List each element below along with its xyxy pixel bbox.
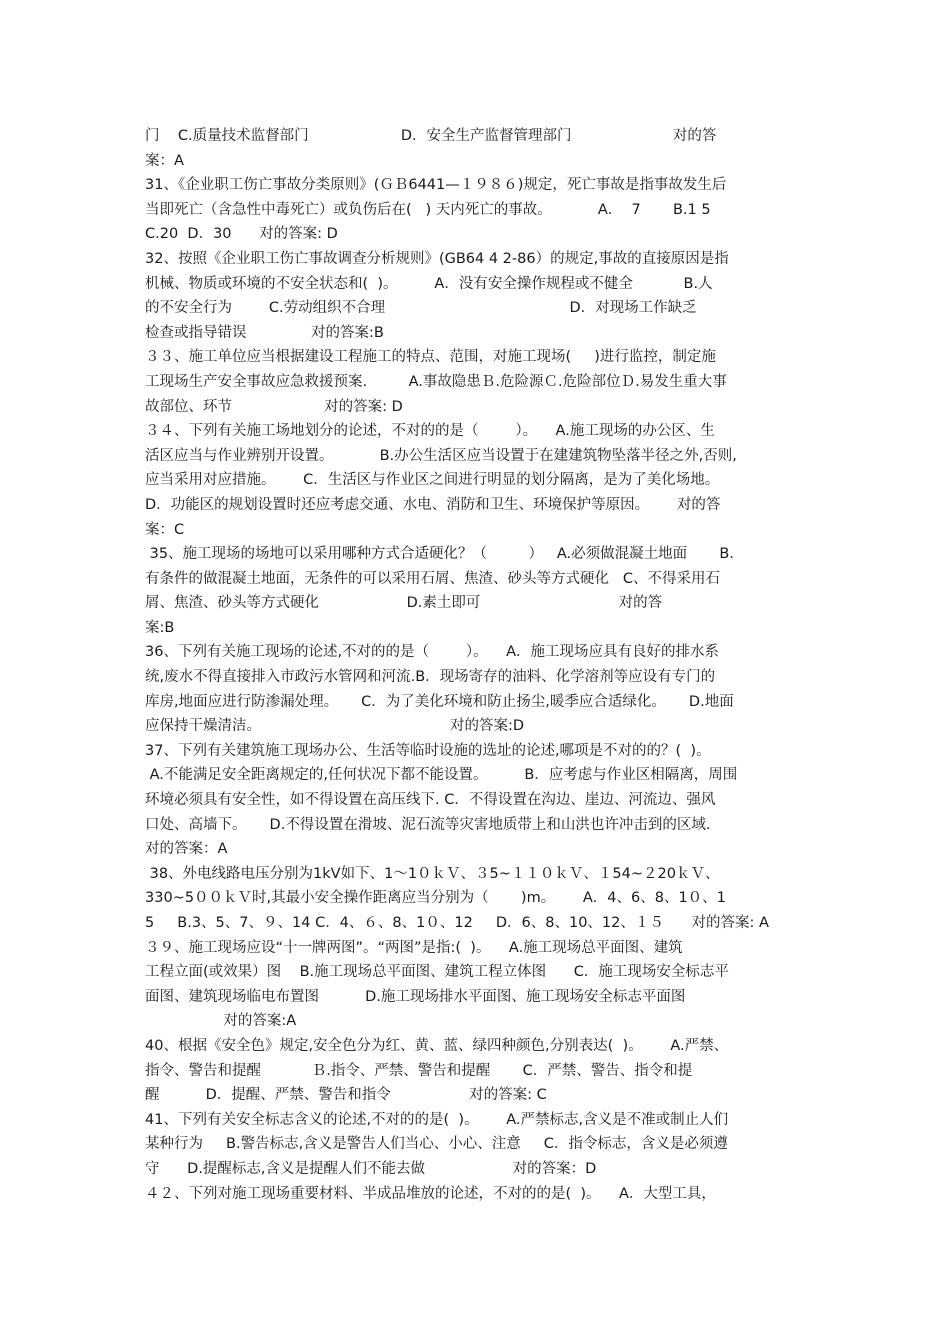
text-line: 指令、警告和提醒 Ｂ.指令、严禁、警告和提醒 C．严禁、警告、指令和提: [145, 1062, 693, 1079]
text-line: 330~5００ｋＶ时,其最小安全操作距离应当分别为（ )m。 A．4、6、8、1０、1: [145, 890, 726, 907]
text-line: 35、施工现场的场地可以采用哪种方式合适硬化？（ ） A.必须做混凝土地面 B．: [145, 546, 744, 563]
text-line: 守 D.提醒标志,含义是提醒人们不能去做 对的答案：D: [145, 1160, 597, 1177]
text-line: D．功能区的规划设置时还应考虑交通、水电、消防和卫生、环境保护等原因。 对的答: [145, 496, 721, 513]
text-line: ３４、下列有关施工场地划分的论述，不对的的是（ ）。 A.施工现场的办公区、生: [145, 423, 715, 440]
text-line: 某种行为 B.警告标志,含义是警告人们当心、小心、注意 C．指令标志，含义是必须遵: [145, 1136, 728, 1153]
text-line: ３９、施工现场应设“十一牌两图”。“两图”是指:( )。 A.施工现场总平面图、建筑: [145, 939, 683, 956]
text-line: 工现场生产安全事故应急救援预案. A.事故隐患Ｂ.危险源Ｃ.危险部位Ｄ.易发生重大事: [145, 373, 727, 390]
text-line: 40、根据《安全色》规定,安全色分为红、黄、蓝、绿四种颜色,分别表达( )。 A.严禁、: [145, 1037, 729, 1054]
text-line: ４２、下列对施工现场重要材料、半成品堆放的论述，不对的的是( )。 A．大型工具，: [145, 1185, 716, 1202]
text-line: 醒 D．提醒、严禁、警告和指令 对的答案: C: [145, 1087, 547, 1104]
text-line: 屑、焦渣、砂头等方式硬化 D.素土即可 对的答: [145, 595, 663, 612]
text-line: 对的答案:A: [145, 1013, 297, 1030]
text-line: 32、按照《企业职工伤亡事故调查分析规则》(GB64 4 2-86）的规定,事故的直接原因是指: [145, 250, 729, 267]
text-line: 机械、物质或环境的不安全状态和( )。 A．没有安全操作规程或不健全 B.人: [145, 275, 713, 292]
text-line: 检查或指导错误 对的答案:B: [145, 324, 384, 341]
text-line: 案:B: [145, 619, 175, 636]
text-line: 对的答案：A: [145, 841, 228, 858]
text-line: 38、外电线路电压分别为1kV如下、1～1０ｋＶ、３5~１１０ｋＶ、１54~２20ｋＶ、: [145, 865, 720, 882]
text-line: 案：A: [145, 152, 184, 169]
text-line: 工程立面(或效果）图 B.施工现场总平面图、建筑工程立体图 C．施工现场安全标志平: [145, 964, 729, 981]
text-line: 的不安全行为 C.劳动组织不合理 D．对现场工作缺乏: [145, 300, 697, 317]
text-line: 有条件的做混凝土地面，无条件的可以采用石屑、焦渣、砂头等方式硬化 C、不得采用石: [145, 570, 720, 587]
text-line: 案：C: [145, 521, 185, 538]
text-line: 口处、高墙下。 D.不得设置在滑坡、泥石流等灾害地质带上和山洪也许冲击到的区域.: [145, 816, 711, 833]
text-line: 故部位、环节 对的答案: D: [145, 398, 403, 415]
text-line: 41、下列有关安全标志含义的论述,不对的的是( )。 A.严禁标志,含义是不准或制止人们: [145, 1111, 729, 1128]
text-line: 应当采用对应措施。 C．生活区与作业区之间进行明显的划分隔离，是为了美化场地。: [145, 472, 720, 489]
text-line: 面图、建筑现场临电布置图 D.施工现场排水平面图、施工现场安全标志平面图: [145, 988, 686, 1005]
text-line: C.20 D．30 对的答案: D: [145, 226, 338, 243]
text-line: 统,废水不得直接排入市政污水管网和河流.B．现场寄存的油料、化学溶剂等应设有专门的: [145, 669, 716, 686]
text-line: 当即死亡（含急性中毒死亡）或负伤后在( ) 天内死亡的事故。 A． 7 B.1 5: [145, 201, 711, 218]
text-line: 5 B.3、5、7、９、14 C．4、６、8、1０、12 D．6、8、10、12、１５ 对的答案: A: [145, 915, 769, 931]
text-line: A.不能满足安全距离规定的,任何状况下都不能设置。 B．应考虑与作业区相隔离，周围: [145, 767, 738, 784]
text-line: 门 C.质量技术监督部门 D．安全生产监督管理部门 对的答: [145, 128, 717, 144]
text-line: 活区应当与作业辨别开设置。 B.办公生活区应当设置于在建建筑物坠落半径之外,否则,: [145, 447, 737, 464]
text-line: 环境必须具有安全性，如不得设置在高压线下. C．不得设置在沟边、崖边、河流边、强风: [145, 792, 716, 809]
text-line: 31、《企业职工伤亡事故分类原则》(ＧＢ6441—１９８６)规定，死亡事故是指事故发生后: [145, 177, 727, 194]
text-line: ３３、施工单位应当根据建设工程施工的特点、范围，对施工现场( )进行监控，制定施: [145, 349, 716, 366]
document-body: [145, 124, 810, 1206]
text-line: 36、下列有关施工现场的论述,不对的的是（ ）。 A．施工现场应具有良好的排水系: [145, 644, 720, 661]
text-line: 应保持干燥清洁。 对的答案:D: [145, 718, 525, 735]
text-line: 37、下列有关建筑施工现场办公、生活等临时设施的选址的论述,哪项是不对的的？( )。: [145, 742, 711, 759]
text-line: 库房,地面应进行防渗漏处理。 C．为了美化环境和防止扬尘,暖季应合适绿化。 D.地面: [145, 693, 734, 710]
